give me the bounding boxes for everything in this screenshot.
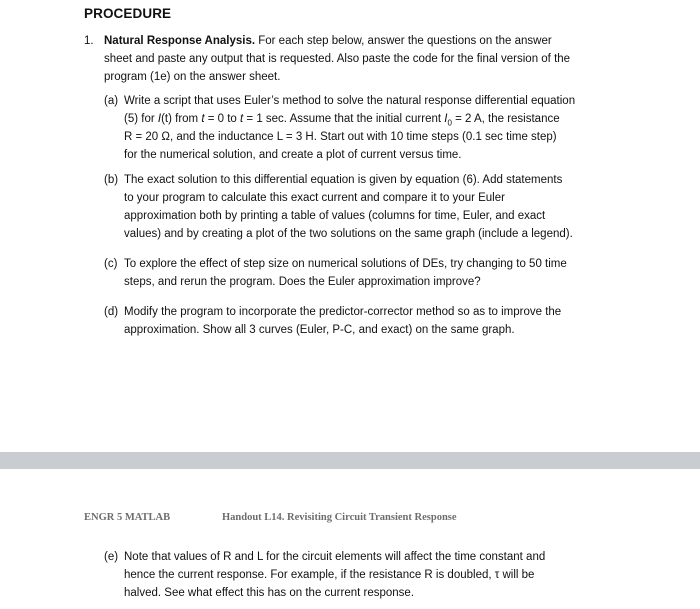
part-d-label: (d) [104, 306, 119, 318]
part-a-line1: Write a script that uses Euler’s method to solve the natural response differential equation [124, 95, 576, 107]
part-c-line2: steps, and rerun the program. Does the Euler approximation improve? [124, 276, 481, 288]
part-b-line4: values) and by creating a plot of the two solutions on the same graph (include a legend). [124, 228, 573, 240]
part-a-mid: = 0 to [204, 113, 241, 125]
part-c-label: (c) [104, 258, 118, 270]
section-heading: PROCEDURE [84, 6, 172, 21]
part-a-post: = 1 sec. Assume that the initial current [243, 113, 445, 125]
page-break-divider [0, 452, 700, 469]
footer-course: ENGR 5 MATLAB [84, 512, 171, 523]
part-b-label: (b) [104, 174, 119, 186]
item1-line2: sheet and paste any output that is requested. Also paste the code for the final version of the [104, 53, 571, 65]
part-b-line3: approximation both by printing a table of values (columns for time, Euler, and exact [124, 210, 546, 222]
item1-title: Natural Response Analysis. [104, 35, 256, 47]
part-a-line2-end: = 2 A, the resistance [451, 113, 560, 125]
time-symbol-end: t [240, 113, 244, 125]
part-e-line3: halved. See what effect this has on the current response. [124, 587, 415, 599]
part-a-from: from [171, 113, 202, 125]
time-arg: (t) [161, 113, 172, 125]
initial-current-subscript: 0 [447, 118, 452, 128]
initial-current-symbol: I [444, 113, 448, 125]
item1-line1-text: For each step below, answer the questions on the answer [255, 35, 552, 47]
time-symbol-start: t [201, 113, 205, 125]
footer-handout-title: Handout L14. Revisiting Circuit Transient Response [222, 512, 457, 523]
part-a-line3: R = 20 Ω, and the inductance L = 3 H. Start out with 10 time steps (0.1 sec time step) [124, 131, 557, 143]
item1-number: 1. [84, 35, 94, 47]
part-e-line1: Note that values of R and L for the circuit elements will affect the time constant and [124, 551, 546, 563]
part-a-line2-pre: (5) for [124, 113, 158, 125]
part-b-line2: to your program to calculate this exact current and compare it to your Euler [124, 192, 505, 204]
part-d-line1: Modify the program to incorporate the predictor-corrector method so as to improve the [124, 306, 562, 318]
part-d-line2: approximation. Show all 3 curves (Euler, P-C, and exact) on the same graph. [124, 324, 515, 336]
part-a-line4: for the numerical solution, and create a plot of current versus time. [124, 149, 462, 161]
item1-line1 [104, 32, 552, 51]
part-c-line1: To explore the effect of step size on numerical solutions of DEs, try changing to 50 time [124, 258, 567, 270]
part-a-label: (a) [104, 95, 119, 107]
part-e-label: (e) [104, 551, 119, 563]
part-e-line2: hence the current response. For example, if the resistance R is doubled, τ will be [124, 569, 535, 581]
item1-line3: program (1e) on the answer sheet. [104, 71, 281, 83]
part-b-line1: The exact solution to this differential equation is given by equation (6). Add statements [124, 174, 563, 186]
current-symbol: I [157, 113, 162, 125]
